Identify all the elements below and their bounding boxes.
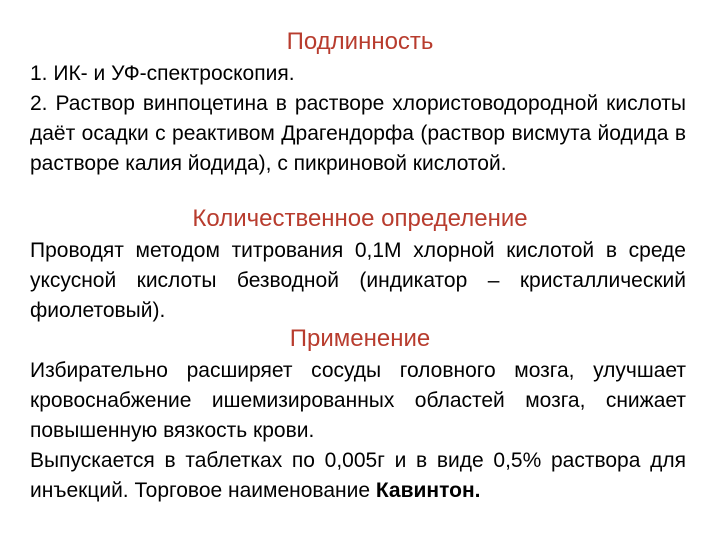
usage-block <box>30 356 686 506</box>
authenticity-heading: Подлинность <box>286 28 434 55</box>
quantitative-text: Проводят методом титрования 0,1М хлорной кислотой в среде уксусной кислоты безводной (индикатор – кристаллический фиолетовый). <box>30 239 686 322</box>
usage-text: Избирательно расширяет сосуды головного мозга, улучшает кровоснабжение ишемизированных областей мозга, снижает повышенную вязкость крови. <box>30 359 686 442</box>
release-text: Выпускается в таблетках по 0,005г и в виде 0,5% раствора для инъекций. Торговое наименование <box>30 449 686 502</box>
authenticity-item-2: 2. Раствор винпоцетина в растворе хлористоводородной кислоты даёт осадки с реактивом Драгендорфа (раствор висмута йодида в растворе калия йодида), с пикриновой кислотой. <box>30 92 686 175</box>
quantitative-heading: Количественное определение <box>192 205 528 232</box>
trade-name: Кавинтон. <box>375 479 481 502</box>
quantitative-block <box>30 236 686 326</box>
authenticity-item-1: 1. ИК- и УФ-спектроскопия. <box>30 62 295 85</box>
authenticity-block <box>30 59 686 179</box>
usage-heading: Применение <box>289 325 431 352</box>
release-paragraph <box>30 446 686 506</box>
